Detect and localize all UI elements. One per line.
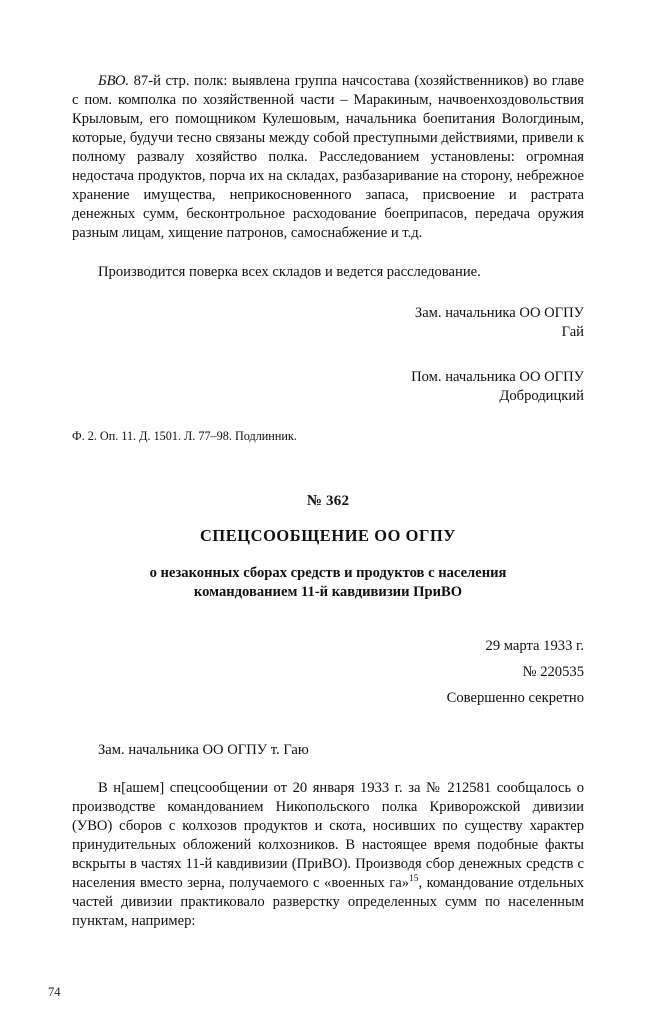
lead-italic-label: БВО. xyxy=(98,73,130,89)
document-secrecy-label: Совершенно секретно xyxy=(446,690,584,707)
paragraph-inspection: Производится поверка всех складов и ведется расследование. xyxy=(98,263,481,280)
signature-2-name: Добродицкий xyxy=(499,388,584,405)
document-title: СПЕЦСООБЩЕНИЕ ОО ОГПУ xyxy=(199,525,457,545)
signature-block-2 xyxy=(72,368,584,407)
paragraph-bvo-text: 87-й стр. полк: выявлена группа начсостава (хозяйственников) во главе с пом. комполка по хозяйственной части – Маракиным, начвоенхоздовольствия Крыловым, его помощником Кулешовым, начальника боепитания Вологдиным, которые, будучи тесно связаны между собой преступными действиями, привели к полному развалу хозяйство полка. Расследованием установлены: огромная недостача продуктов, порча их на складах, разбазаривание на сторону, небрежное хранение имущества, неприкосновенного запаса, присвоение и растрата денежных сумм, бесконтрольное расходование боеприпасов, передача оружия разным лицам, хищение патронов, самоснабжение и т.д. xyxy=(72,73,584,241)
document-subtitle-line-1: о незаконных сборах средств и продуктов с населения xyxy=(149,564,507,581)
paragraph-bvo xyxy=(72,72,584,243)
paragraph-body-main xyxy=(72,779,584,931)
document-subtitle-line-2: командованием 11-й кавдивизии ПриВО xyxy=(193,584,463,601)
document-meta xyxy=(72,633,584,712)
body-text-tail: , командование отдельных частей дивизии практиковало разверстку определенных сумм по населенным пунктам, например: xyxy=(72,874,585,929)
signature-2-title: Пом. начальника ОО ОГПУ xyxy=(411,369,584,386)
signature-1-title: Зам. начальника ОО ОГПУ xyxy=(414,304,584,321)
document-number: № 362 xyxy=(306,492,350,509)
document-date: 29 марта 1933 г. xyxy=(485,637,584,654)
signature-block-1 xyxy=(72,304,584,343)
document-addressee: Зам. начальника ОО ОГПУ т. Гаю xyxy=(98,741,309,758)
page-number: 74 xyxy=(48,985,61,999)
document-subtitle xyxy=(72,564,584,603)
document-reg-number: № 220535 xyxy=(522,664,584,681)
footnote-marker: 15 xyxy=(409,873,419,884)
archive-reference: Ф. 2. Оп. 11. Д. 1501. Л. 77–98. Подлинник. xyxy=(72,428,297,443)
body-text-head: В н[ашем] спецсообщении от 20 января 1933 г. за № 212581 сообщалось о производстве командованием Никопольского полка Криворожской дивизии (УВО) сборов с колхозов продуктов и скота, носивших по существу характер принудительных обложений колхозников. В настоящее время подобные факты вскрыты в частях 11-й кавдивизии (ПриВО). Производя сбор денежных средств с населения вместо зерна, получаемого с «военных га» xyxy=(72,779,584,891)
page-content xyxy=(72,72,584,930)
signature-1-name: Гай xyxy=(561,323,584,340)
